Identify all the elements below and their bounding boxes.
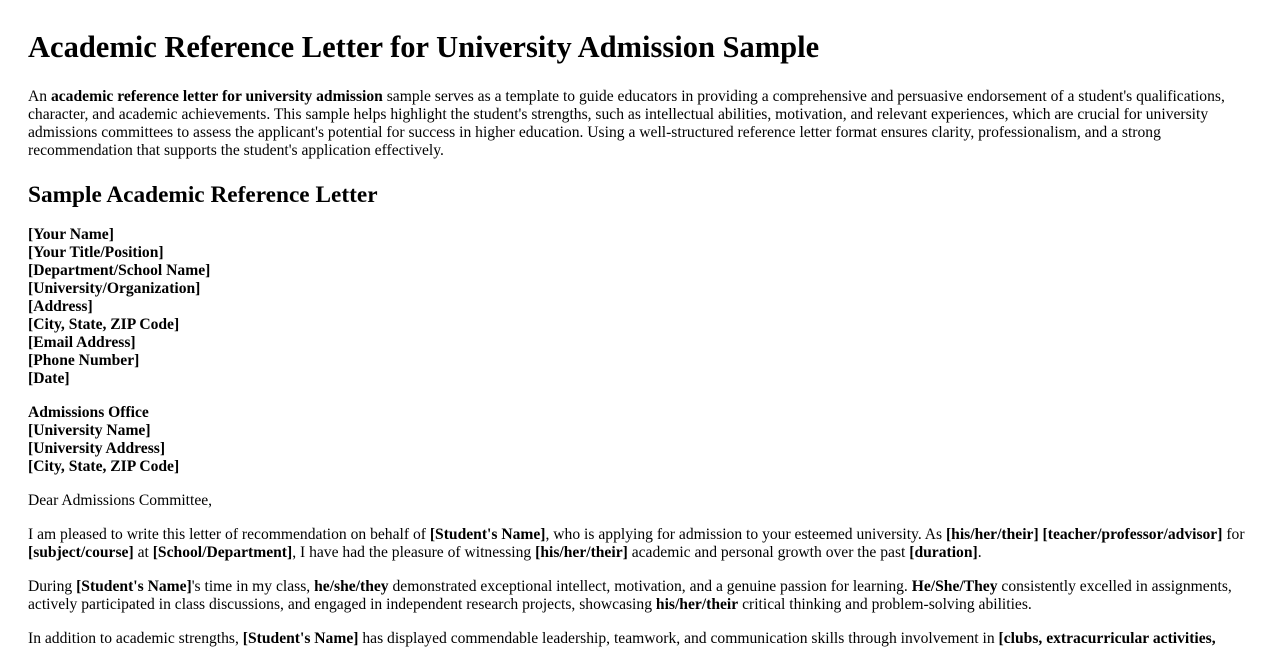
letter-paragraph-3 (28, 630, 1250, 648)
sender-title: [Your Title/Position] (28, 244, 164, 261)
paragraph-text: critical thinking and problem-solving abilities. (738, 596, 1032, 613)
letter-paragraph-1 (28, 526, 1250, 562)
recipient-office: Admissions Office (28, 404, 149, 421)
placeholder-activities: [clubs, extracurricular activities, (998, 630, 1216, 647)
document-page (0, 28, 1278, 648)
paragraph-text: 's time in my class, (191, 578, 315, 595)
sender-name: [Your Name] (28, 226, 114, 243)
section-heading: Sample Academic Reference Letter (28, 182, 378, 208)
paragraph-text: has displayed commendable leadership, teamwork, and communication skills through involvement in (358, 630, 999, 647)
placeholder-student-name: [Student's Name] (76, 578, 192, 595)
recipient-university: [University Name] (28, 422, 151, 439)
letter-paragraph-2 (28, 578, 1250, 614)
intro-text-post: sample serves as a template to guide educators in providing a comprehensive and persuasive endorsement of a student's qualifications, character, and academic achievements. This sample helps highlight the student's strengths, such as intellectual abilities, motivation, and relevant experiences, which are crucial for university admissions committees to assess the applicant's potential for success in higher education. Using a well-structured reference letter format ensures clarity, professionalism, and a strong recommendation that supports the student's application effectively. (28, 88, 1225, 159)
recipient-city-state-zip: [City, State, ZIP Code] (28, 458, 180, 475)
placeholder-duration: [duration] (909, 544, 978, 561)
placeholder-pronoun: [his/her/their] (535, 544, 628, 561)
sender-address: [Address] (28, 298, 93, 315)
paragraph-text: In addition to academic strengths, (28, 630, 243, 647)
sender-phone: [Phone Number] (28, 352, 140, 369)
placeholder-school: [School/Department] (152, 544, 293, 561)
paragraph-text: consistently excelled in assignments, actively participated in class discussions, and engaged in independent research projects, showcasing (28, 578, 1232, 613)
paragraph-text: During (28, 578, 77, 595)
placeholder-possessive: his/her/their (655, 596, 739, 613)
salutation: Dear Admissions Committee, (28, 492, 213, 509)
placeholder-pronoun-capital: He/She/They (911, 578, 998, 595)
recipient-block (28, 404, 1250, 476)
placeholder-student-name: [Student's Name] (429, 526, 546, 543)
paragraph-text: . (977, 544, 982, 561)
paragraph-text: at (133, 544, 153, 561)
paragraph-text: demonstrated exceptional intellect, motivation, and a genuine passion for learning. (388, 578, 912, 595)
placeholder-role: [his/her/their] [teacher/professor/advisor] (945, 526, 1223, 543)
intro-keyword: academic reference letter for university admission (50, 88, 383, 105)
placeholder-student-name: [Student's Name] (242, 630, 359, 647)
recipient-address: [University Address] (28, 440, 166, 457)
letter-date: [Date] (28, 370, 70, 387)
placeholder-pronoun: he/she/they (314, 578, 389, 595)
paragraph-text: for (1222, 526, 1245, 543)
sender-department: [Department/School Name] (28, 262, 211, 279)
paragraph-text: , I have had the pleasure of witnessing (292, 544, 536, 561)
sender-city-state-zip: [City, State, ZIP Code] (28, 316, 180, 333)
sender-email: [Email Address] (28, 334, 136, 351)
sender-block (28, 226, 1250, 388)
paragraph-text: I am pleased to write this letter of recommendation on behalf of (28, 526, 430, 543)
intro-text-pre: An (28, 88, 51, 105)
page-title: Academic Reference Letter for University Admission Sample (28, 30, 820, 64)
paragraph-text: , who is applying for admission to your esteemed university. As (545, 526, 946, 543)
placeholder-subject: [subject/course] (28, 544, 134, 561)
sender-organization: [University/Organization] (28, 280, 201, 297)
paragraph-text: academic and personal growth over the past (627, 544, 910, 561)
intro-paragraph (28, 88, 1250, 160)
